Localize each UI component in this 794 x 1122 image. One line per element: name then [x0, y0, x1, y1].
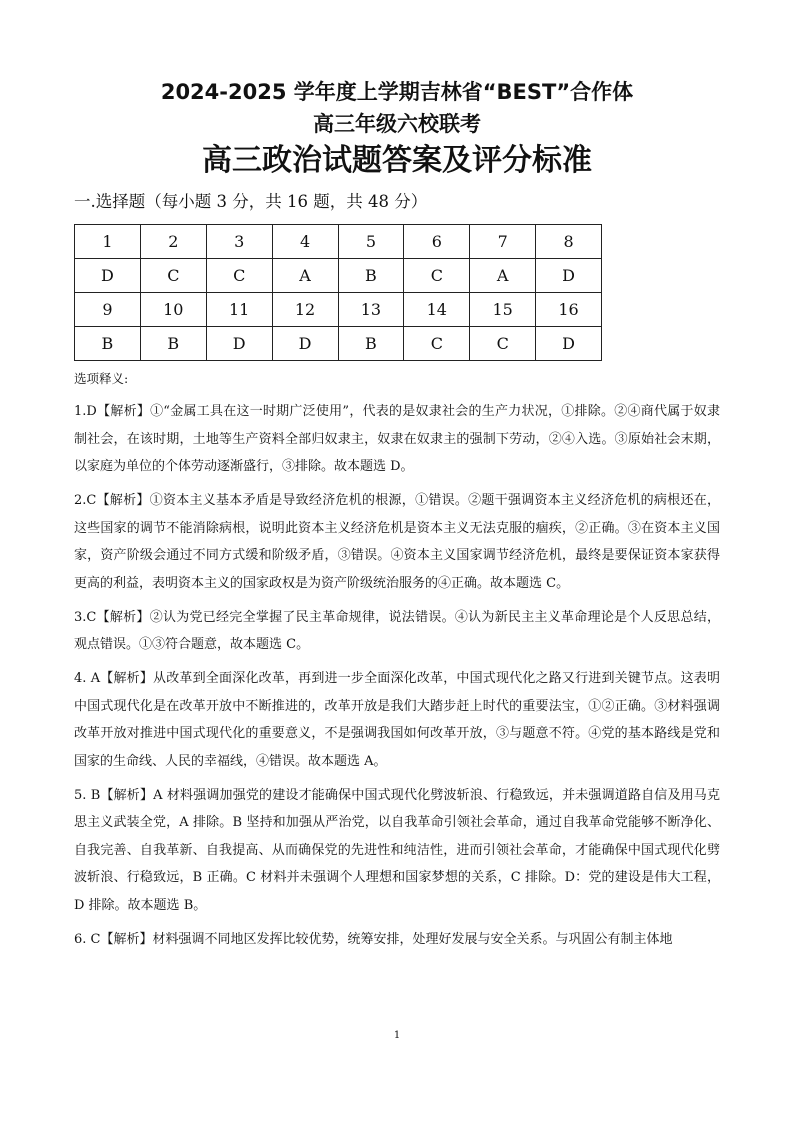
answer-cell: A — [470, 259, 536, 293]
explanation-item: 6. C【解析】材料强调不同地区发挥比较优势，统筹安排，处理好发展与安全关系。与巩固公有制主体地 — [74, 931, 673, 947]
answer-cell: C — [206, 259, 272, 293]
question-number-cell: 1 — [75, 225, 141, 259]
explanation-item: 5. B【解析】A 材料强调加强党的建设才能确保中国式现代化劈波斩浪、行稳致远，并未强调道路自信及用马克思主义武装全党，A 排除。B 坚持和加强从严治党，以自我革命引领社会革命，通过自我革命党能够不断净化、自我完善、自我革新、自我提高、从而确保党的先进性和纯洁性，进而引领社会革命，才能确保中国式现代化劈波斩浪、行稳致远，B 正确。C 材料并未强调个人理想和国家梦想的关系，C 排除。D：党的建设是伟大工程，D 排除。故本题选 B。 — [74, 787, 720, 913]
explanation-item: 3.C【解析】②认为党已经完全掌握了民主革命规律，说法错误。④认为新民主主义革命理论是个人反思总结，观点错误。①③符合题意，故本题选 C。 — [74, 609, 720, 652]
question-number-row — [75, 225, 602, 259]
question-number-cell: 2 — [140, 225, 206, 259]
answer-table — [74, 224, 602, 361]
answer-cell: B — [75, 327, 141, 361]
question-number-cell: 7 — [470, 225, 536, 259]
question-number-cell: 11 — [206, 293, 272, 327]
question-number-cell: 9 — [75, 293, 141, 327]
question-number-cell: 13 — [338, 293, 404, 327]
answer-cell: D — [536, 327, 602, 361]
section-heading: 一.选择题（每小题 3 分，共 16 题，共 48 分） — [74, 192, 428, 211]
question-number-cell: 6 — [404, 225, 470, 259]
exam-header-line2: 高三年级六校联考 — [313, 112, 481, 136]
question-number-row — [75, 293, 602, 327]
answer-cell: C — [140, 259, 206, 293]
page-title: 高三政治试题答案及评分标准 — [202, 143, 592, 178]
question-number-cell: 14 — [404, 293, 470, 327]
answer-cell: A — [272, 259, 338, 293]
question-number-cell: 3 — [206, 225, 272, 259]
answer-cell: D — [75, 259, 141, 293]
page-number: 1 — [393, 1030, 401, 1041]
answer-cell: C — [470, 327, 536, 361]
question-number-cell: 10 — [140, 293, 206, 327]
answer-cell: C — [404, 259, 470, 293]
answer-cell: B — [338, 327, 404, 361]
answer-row — [75, 259, 602, 293]
explanation-item: 4. A【解析】从改革到全面深化改革，再到进一步全面深化改革，中国式现代化之路又行进到关键节点。这表明中国式现代化是在改革开放中不断推进的，改革开放是我们大踏步赶上时代的重要法宝，①②正确。③材料强调改革开放对推进中国式现代化的重要意义，不是强调我国如何改革开放，③与题意不符。④党的基本路线是党和国家的生命线、人民的幸福线，④错误。故本题选 A。 — [74, 671, 720, 769]
answer-cell: B — [338, 259, 404, 293]
answer-cell: D — [272, 327, 338, 361]
question-number-cell: 16 — [536, 293, 602, 327]
answer-cell: D — [536, 259, 602, 293]
question-number-cell: 8 — [536, 225, 602, 259]
answer-cell: B — [140, 327, 206, 361]
answer-cell: C — [404, 327, 470, 361]
explanations-body — [74, 398, 720, 960]
question-number-cell: 12 — [272, 293, 338, 327]
question-number-cell: 15 — [470, 293, 536, 327]
explanation-item: 1.D【解析】①“金属工具在这一时期广泛使用”，代表的是奴隶社会的生产力状况，①排除。②④商代属于奴隶制社会，在该时期，土地等生产资料全部归奴隶主，奴隶在奴隶主的强制下劳动，②④入选。③原始社会末期，以家庭为单位的个体劳动逐渐盛行，③排除。故本题选 D。 — [74, 404, 720, 474]
exam-header-line1: 2024-2025 学年度上学期吉林省“BEST”合作体 — [160, 80, 634, 104]
question-number-cell: 5 — [338, 225, 404, 259]
answer-cell: D — [206, 327, 272, 361]
answer-row — [75, 327, 602, 361]
question-number-cell: 4 — [272, 225, 338, 259]
explanations-label: 选项释义: — [74, 371, 129, 386]
explanation-item: 2.C【解析】①资本主义基本矛盾是导致经济危机的根源，①错误。②题干强调资本主义经济危机的病根还在，这些国家的调节不能消除病根，说明此资本主义经济危机是资本主义无法克服的痼疾，②正确。③在资本主义国家，资产阶级会通过不同方式缓和阶级矛盾，③错误。④资本主义国家调节经济危机，最终是要保证资本家获得更高的利益，表明资本主义的国家政权是为资产阶级统治服务的④正确。故本题选 C。 — [74, 493, 720, 591]
